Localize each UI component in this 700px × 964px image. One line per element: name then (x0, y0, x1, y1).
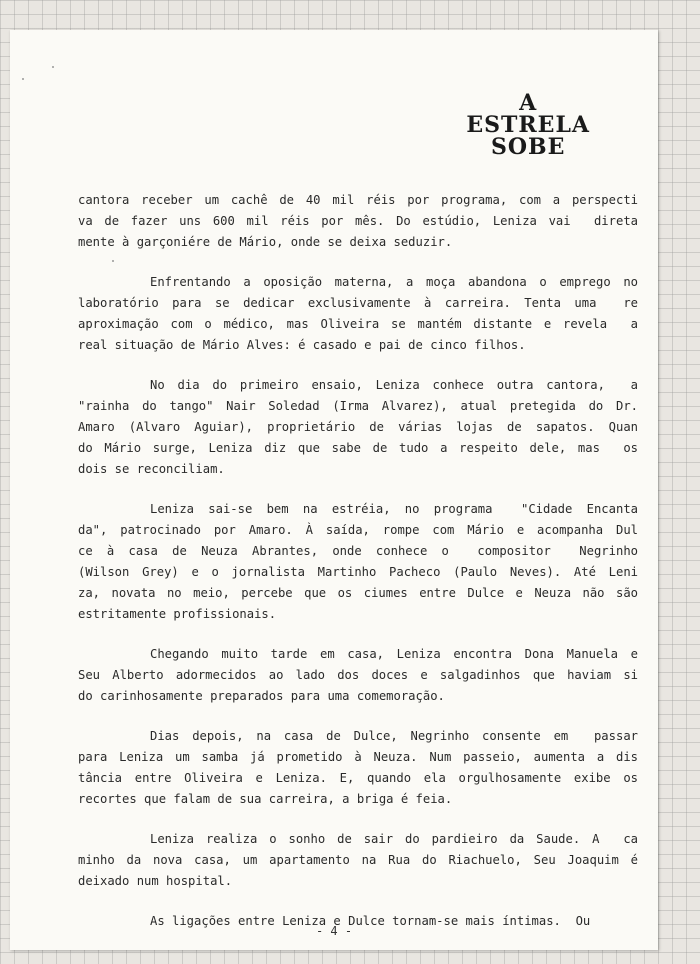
text-line: laboratório para se dedicar exclusivamente à carreira. Tenta uma re (78, 296, 638, 310)
paragraph (78, 272, 638, 356)
paragraph-gap (78, 356, 638, 375)
text-line: da", patrocinado por Amaro. À saída, rompe com Mário e acompanha Dul (78, 523, 638, 537)
text-line: do Mário surge, Leniza diz que sabe de tudo a respeito dele, mas os (78, 441, 638, 455)
text-line: va de fazer uns 600 mil réis por mês. Do estúdio, Leniza vai direta (78, 214, 638, 228)
paper-sheet (10, 30, 658, 950)
title-logo (466, 92, 590, 158)
text-line: Dias depois, na casa de Dulce, Negrinho consente em passar (150, 729, 638, 743)
paragraph-gap (78, 480, 638, 499)
text-line: tância entre Oliveira e Leniza. E, quando ela orgulhosamente exibe os (78, 771, 638, 785)
text-line: Amaro (Alvaro Aguiar), proprietário de várias lojas de sapatos. Quan (78, 420, 638, 434)
logo-line-2: ESTRELA (466, 112, 590, 138)
logo-line-3: SOBE (490, 134, 566, 160)
text-line: As ligações entre Leniza e Dulce tornam-se mais íntimas. Ou (150, 914, 591, 928)
text-line: ce à casa de Neuza Abrantes, onde conhece o compositor Negrinho (78, 544, 638, 558)
body-text (78, 190, 638, 932)
text-line: "rainha do tango" Nair Soledad (Irma Alvarez), atual pretegida do Dr. (78, 399, 638, 413)
paragraph (78, 375, 638, 480)
paragraph-gap (78, 892, 638, 911)
text-line: minho da nova casa, um apartamento na Rua do Riachuelo, Seu Joaquim é (78, 853, 638, 867)
paragraph (78, 829, 638, 892)
logo-line-1: A (519, 90, 538, 116)
speck (52, 66, 54, 68)
text-line: Chegando muito tarde em casa, Leniza encontra Dona Manuela e (150, 647, 638, 661)
text-line: Leniza sai-se bem na estréia, no programa "Cidade Encanta (150, 502, 638, 516)
text-line: estritamente profissionais. (78, 607, 277, 621)
text-line: recortes que falam de sua carreira, a briga é feia. (78, 792, 453, 806)
text-line: Enfrentando a oposição materna, a moça abandona o emprego no (150, 275, 638, 289)
text-line: aproximação com o médico, mas Oliveira se mantém distante e revela a (78, 317, 638, 331)
text-line: mente à garçoniére de Mário, onde se deixa seduzir. (78, 235, 453, 249)
text-line: Seu Alberto adormecidos ao lado dos doces e salgadinhos que haviam si (78, 668, 638, 682)
paragraph (78, 644, 638, 707)
text-line: dois se reconciliam. (78, 462, 225, 476)
page-number: - 4 - (315, 924, 353, 938)
text-line: para Leniza um samba já prometido à Neuza. Num passeio, aumenta a dis (78, 750, 638, 764)
text-line: do carinhosamente preparados para uma comemoração. (78, 689, 445, 703)
paragraph-gap (78, 253, 638, 272)
paragraph-gap (78, 707, 638, 726)
text-line: Leniza realiza o sonho de sair do pardieiro da Saude. A ca (150, 832, 638, 846)
paragraph (78, 190, 638, 253)
paragraph (78, 726, 638, 810)
text-line: (Wilson Grey) e o jornalista Martinho Pacheco (Paulo Neves). Até Leni (78, 565, 638, 579)
paragraph-gap (78, 625, 638, 644)
text-line: za, novata no meio, percebe que os ciumes entre Dulce e Neuza não são (78, 586, 638, 600)
text-line: cantora receber um cachê de 40 mil réis por programa, com a perspecti (78, 193, 638, 207)
paragraph-gap (78, 810, 638, 829)
paragraph (78, 499, 638, 625)
text-line: deixado num hospital. (78, 874, 233, 888)
speck (22, 78, 24, 80)
text-line: real situação de Mário Alves: é casado e pai de cinco filhos. (78, 338, 526, 352)
text-line: No dia do primeiro ensaio, Leniza conhece outra cantora, a (150, 378, 638, 392)
